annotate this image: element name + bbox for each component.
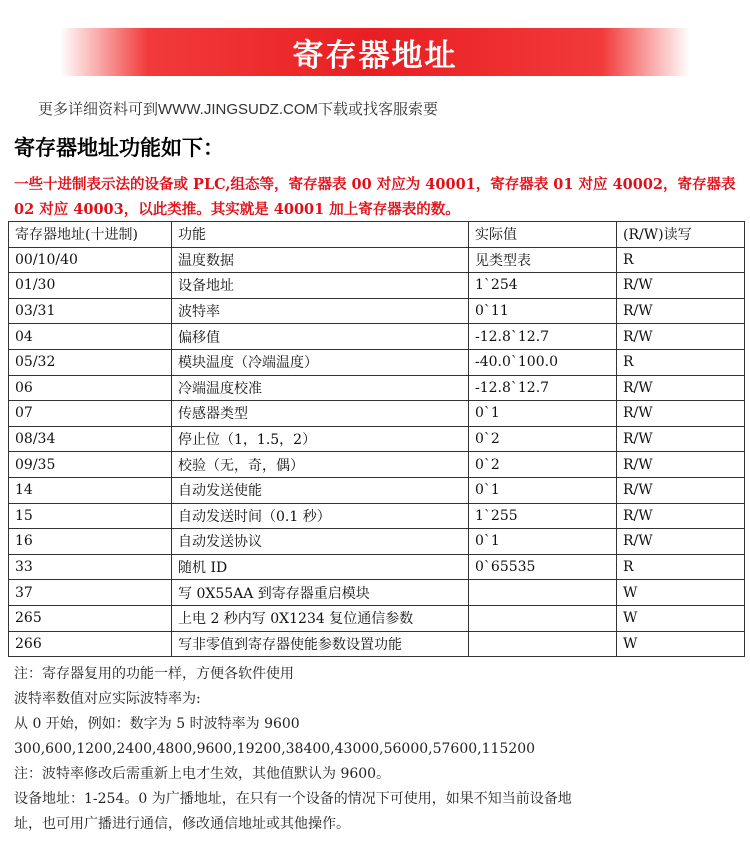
table-row	[9, 580, 745, 606]
cell-rw: R/W	[617, 529, 745, 555]
cell-address: 33	[9, 554, 172, 580]
cell-function: 校验（无，奇，偶）	[172, 452, 469, 478]
cell-function: 设备地址	[172, 273, 469, 299]
note-line: 波特率数值对应实际波特率为:	[14, 691, 201, 707]
note-line: 300,600,1200,2400,4800,9600,19200,38400,43000,56000,57600,115200	[14, 741, 536, 757]
table-row	[9, 529, 745, 555]
title-banner	[60, 28, 690, 76]
table-row	[9, 452, 745, 478]
cell-rw: R	[617, 247, 745, 273]
cell-address: 266	[9, 631, 172, 657]
header-rw: (R/W)读写	[617, 222, 745, 248]
cell-rw: R/W	[617, 273, 745, 299]
cell-rw: R	[617, 554, 745, 580]
cell-function: 随机 ID	[172, 554, 469, 580]
cell-address: 06	[9, 375, 172, 401]
cell-value: -12.8`12.7	[469, 324, 617, 350]
more-info-text: 更多详细资料可到WWW.JINGSUDZ.COM下载或找客服索要	[38, 101, 438, 118]
cell-function: 写 0X55AA 到寄存器重启模块	[172, 580, 469, 606]
cell-value: 0`2	[469, 452, 617, 478]
cell-function: 自动发送时间（0.1 秒）	[172, 503, 469, 529]
cell-rw: W	[617, 580, 745, 606]
cell-value	[469, 580, 617, 606]
cell-address: 09/35	[9, 452, 172, 478]
table-row	[9, 426, 745, 452]
cell-value: 0`2	[469, 426, 617, 452]
cell-rw: R/W	[617, 375, 745, 401]
cell-rw: R/W	[617, 503, 745, 529]
cell-address: 01/30	[9, 273, 172, 299]
cell-address: 15	[9, 503, 172, 529]
cell-address: 05/32	[9, 349, 172, 375]
cell-address: 14	[9, 477, 172, 503]
table-row	[9, 324, 745, 350]
register-table	[8, 221, 745, 657]
cell-function: 温度数据	[172, 247, 469, 273]
cell-address: 265	[9, 605, 172, 631]
cell-address: 00/10/40	[9, 247, 172, 273]
cell-value: 0`11	[469, 298, 617, 324]
note-line: 注：波特率修改后需重新上电才生效，其他值默认为 9600。	[14, 766, 391, 782]
header-function: 功能	[172, 222, 469, 248]
table-row	[9, 273, 745, 299]
cell-address: 03/31	[9, 298, 172, 324]
red-note: 一些十进制表示法的设备或 PLC,组态等，寄存器表 00 对应为 40001，寄存器表 01 对应 40002，寄存器表 02 对应 40003，以此类推。其实就是 40001 加上寄存器表的数。	[14, 176, 736, 218]
cell-value	[469, 605, 617, 631]
table-row	[9, 401, 745, 427]
cell-value: 1`255	[469, 503, 617, 529]
cell-rw: R/W	[617, 426, 745, 452]
header-address: 寄存器地址(十进制)	[9, 222, 172, 248]
notes-section	[14, 662, 738, 837]
cell-value: -40.0`100.0	[469, 349, 617, 375]
cell-value: 0`1	[469, 477, 617, 503]
table-row	[9, 503, 745, 529]
cell-address: 08/34	[9, 426, 172, 452]
table-row	[9, 477, 745, 503]
cell-rw: R/W	[617, 401, 745, 427]
cell-value: -12.8`12.7	[469, 375, 617, 401]
table-row	[9, 631, 745, 657]
page-title: 寄存器地址	[292, 37, 458, 74]
cell-function: 传感器类型	[172, 401, 469, 427]
table-row	[9, 554, 745, 580]
table-row	[9, 247, 745, 273]
cell-function: 偏移值	[172, 324, 469, 350]
cell-function: 自动发送使能	[172, 477, 469, 503]
cell-function: 写非零值到寄存器使能参数设置功能	[172, 631, 469, 657]
header-value: 实际值	[469, 222, 617, 248]
cell-function: 自动发送协议	[172, 529, 469, 555]
cell-rw: R	[617, 349, 745, 375]
cell-rw: W	[617, 605, 745, 631]
note-line: 注：寄存器复用的功能一样，方便各软件使用	[14, 666, 294, 682]
cell-address: 07	[9, 401, 172, 427]
cell-function: 波特率	[172, 298, 469, 324]
cell-function: 上电 2 秒内写 0X1234 复位通信参数	[172, 605, 469, 631]
cell-rw: R/W	[617, 452, 745, 478]
cell-function: 模块温度（冷端温度）	[172, 349, 469, 375]
cell-address: 16	[9, 529, 172, 555]
section-heading: 寄存器地址功能如下：	[14, 136, 224, 160]
cell-value: 0`1	[469, 529, 617, 555]
table-row	[9, 605, 745, 631]
table-row	[9, 349, 745, 375]
cell-rw: W	[617, 631, 745, 657]
cell-function: 停止位（1，1.5，2）	[172, 426, 469, 452]
cell-value: 0`1	[469, 401, 617, 427]
table-body	[9, 247, 745, 657]
cell-address: 37	[9, 580, 172, 606]
cell-rw: R/W	[617, 298, 745, 324]
note-line: 设备地址：1-254。0 为广播地址，在只有一个设备的情况下可使用，如果不知当前设备地	[14, 791, 572, 807]
note-line: 址，也可用广播进行通信，修改通信地址或其他操作。	[14, 816, 350, 832]
note-line: 从 0 开始，例如：数字为 5 时波特率为 9600	[14, 716, 300, 732]
cell-value: 见类型表	[469, 247, 617, 273]
cell-value: 1`254	[469, 273, 617, 299]
cell-rw: R/W	[617, 477, 745, 503]
cell-address: 04	[9, 324, 172, 350]
table-row	[9, 298, 745, 324]
cell-value	[469, 631, 617, 657]
table-row	[9, 375, 745, 401]
cell-function: 冷端温度校准	[172, 375, 469, 401]
cell-rw: R/W	[617, 324, 745, 350]
cell-value: 0`65535	[469, 554, 617, 580]
table-header-row	[9, 222, 745, 248]
